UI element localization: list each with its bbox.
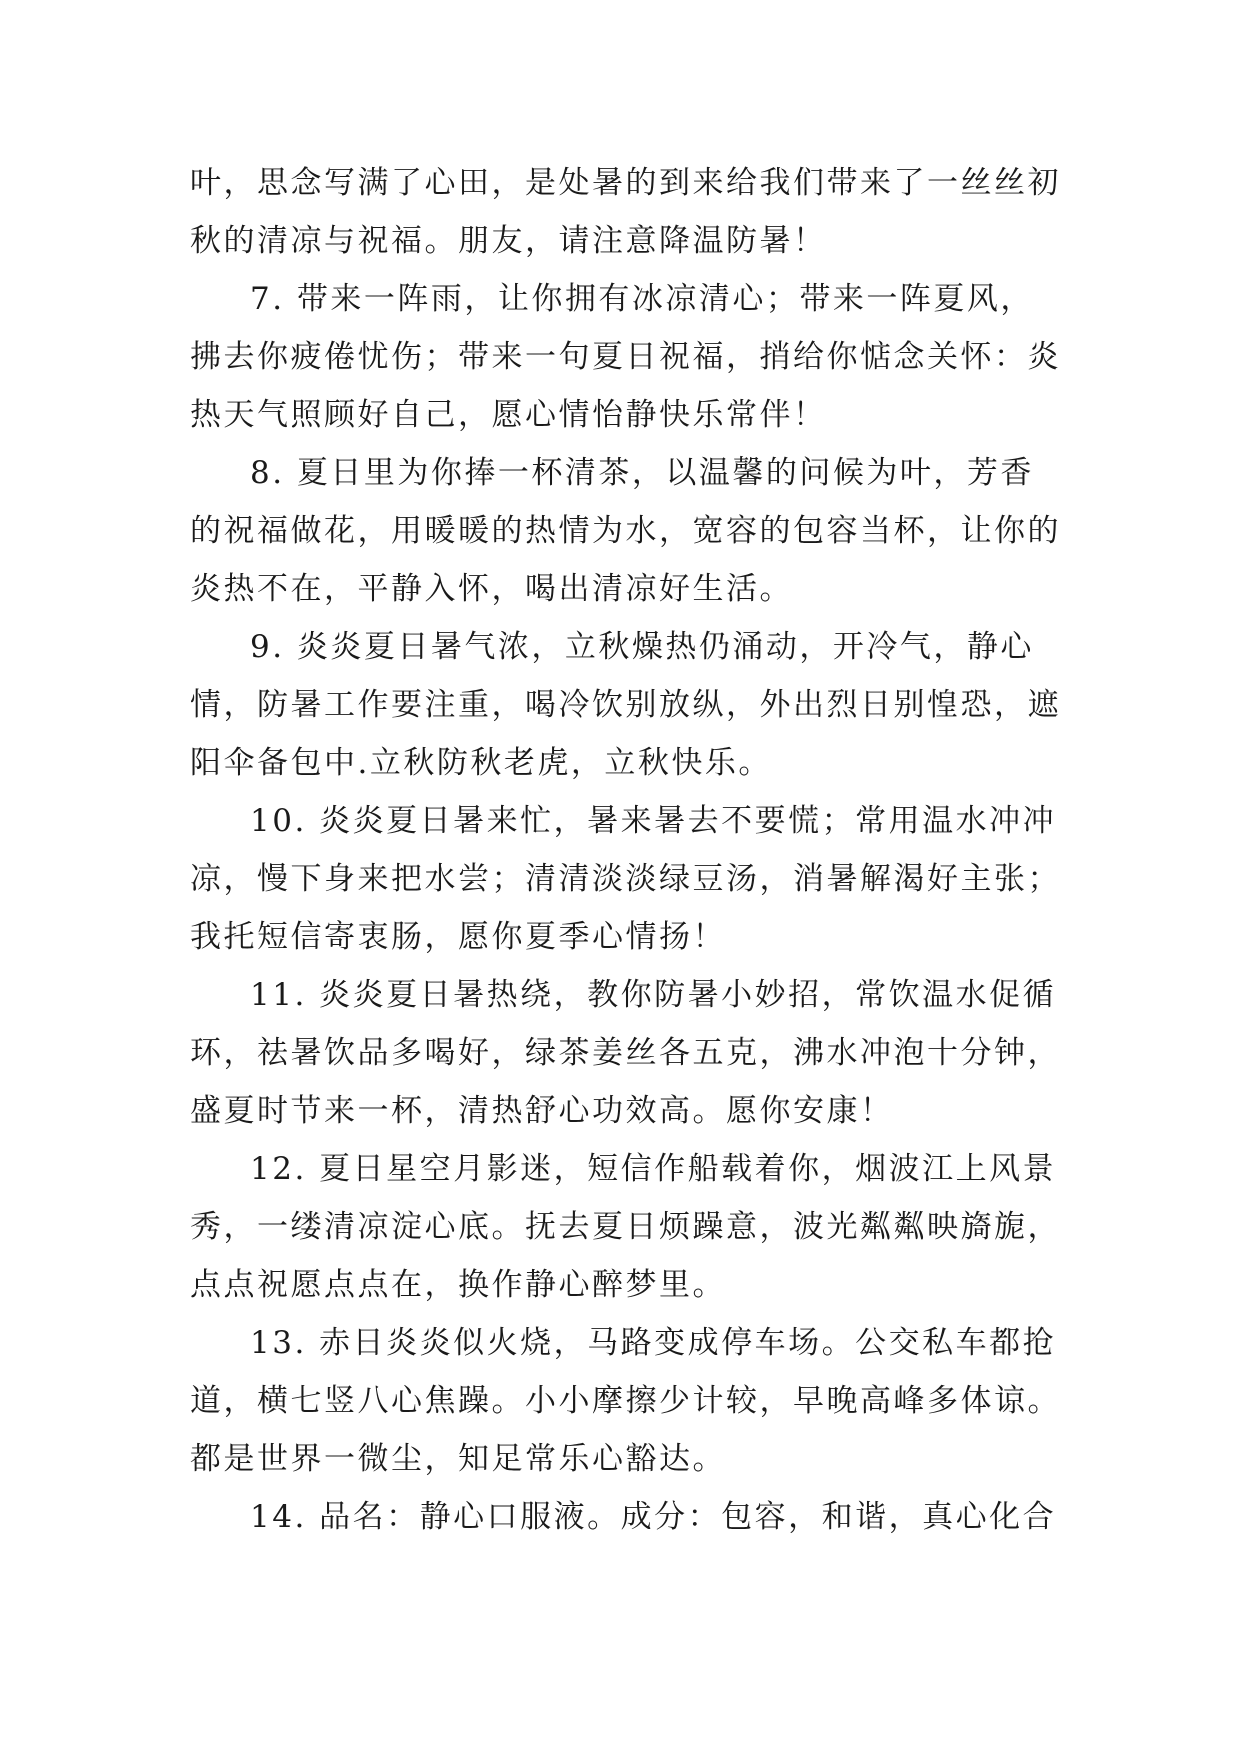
list-item-12-line: 12. 夏日星空月影迷，短信作船载着你，烟波江上风景 [250, 1151, 1057, 1187]
text-line: 阳伞备包中.立秋防秋老虎，立秋快乐。 [190, 745, 772, 781]
text-line: 炎热不在，平静入怀，喝出清凉好生活。 [190, 571, 793, 607]
text-line: 点点祝愿点点在，换作静心醉梦里。 [190, 1267, 726, 1303]
text-line: 秀，一缕清凉淀心底。抚去夏日烦躁意，波光粼粼映旖旎， [190, 1209, 1061, 1245]
text-line: 热天气照顾好自己，愿心情怡静快乐常伴！ [190, 397, 827, 433]
text-line: 情，防暑工作要注重，喝冷饮别放纵，外出烈日别惶恐，遮 [190, 687, 1061, 723]
text-line: 我托短信寄衷肠，愿你夏季心情扬！ [190, 919, 726, 955]
text-line: 凉，慢下身来把水尝；清清淡淡绿豆汤，消暑解渴好主张； [190, 861, 1061, 897]
list-item-7-line: 7. 带来一阵雨，让你拥有冰凉清心；带来一阵夏风， [250, 281, 1034, 317]
text-line: 盛夏时节来一杯，清热舒心功效高。愿你安康！ [190, 1093, 894, 1129]
list-item-9-line: 9. 炎炎夏日暑气浓，立秋燥热仍涌动，开冷气，静心 [250, 629, 1034, 665]
list-item-11-line: 11. 炎炎夏日暑热绕，教你防暑小妙招，常饮温水促循 [250, 977, 1057, 1013]
text-line: 环，祛暑饮品多喝好，绿茶姜丝各五克，沸水冲泡十分钟， [190, 1035, 1061, 1071]
text-line: 秋的清凉与祝福。朋友，请注意降温防暑！ [190, 223, 827, 259]
list-item-14-line: 14. 品名：静心口服液。成分：包容，和谐，真心化合 [250, 1499, 1057, 1535]
list-item-8-line: 8. 夏日里为你捧一杯清茶，以温馨的问候为叶，芳香 [250, 455, 1034, 491]
document-body [190, 154, 1061, 1546]
list-item-13-line: 13. 赤日炎炎似火烧，马路变成停车场。公交私车都抢 [250, 1325, 1057, 1361]
text-line: 都是世界一微尘，知足常乐心豁达。 [190, 1441, 726, 1477]
text-line: 拂去你疲倦忧伤；带来一句夏日祝福，捎给你惦念关怀：炎 [190, 339, 1061, 375]
text-line: 道，横七竖八心焦躁。小小摩擦少计较，早晚高峰多体谅。 [190, 1383, 1061, 1419]
text-line: 的祝福做花，用暖暖的热情为水，宽容的包容当杯，让你的 [190, 513, 1061, 549]
list-item-10-line: 10. 炎炎夏日暑来忙，暑来暑去不要慌；常用温水冲冲 [250, 803, 1057, 839]
text-line: 叶，思念写满了心田，是处暑的到来给我们带来了一丝丝初 [190, 165, 1061, 201]
